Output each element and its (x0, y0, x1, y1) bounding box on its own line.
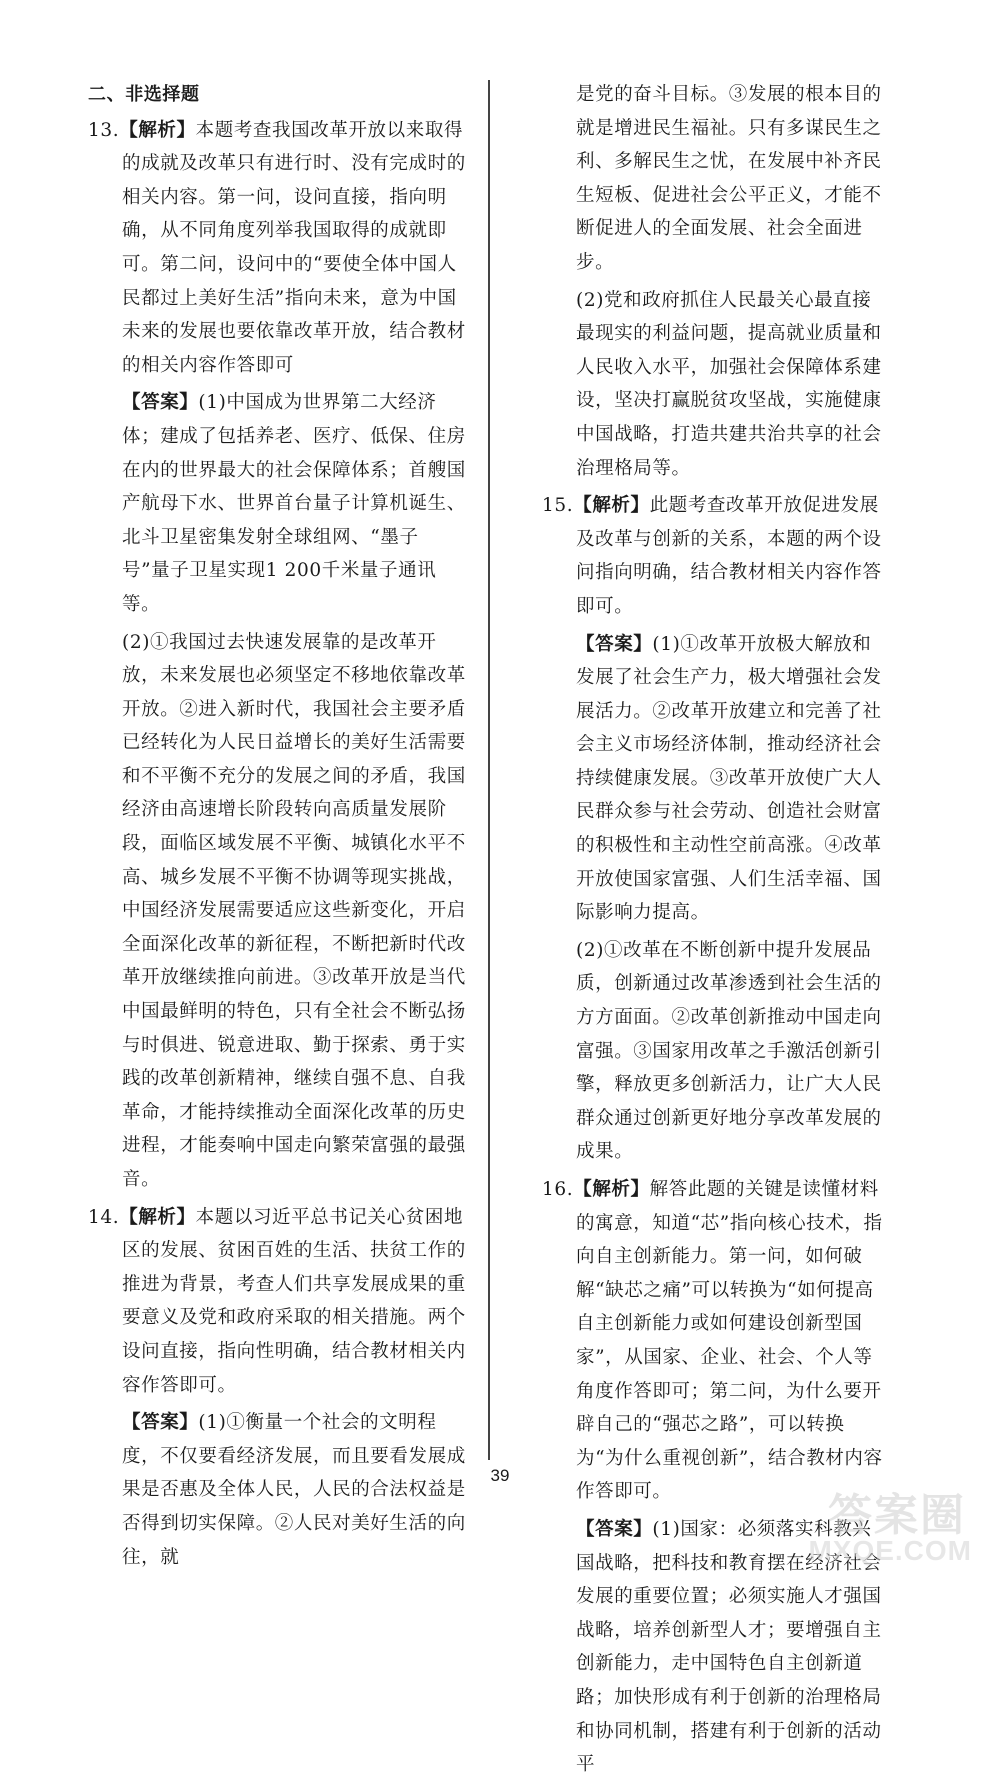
answer-label: 【答案】 (576, 1518, 653, 1540)
q15-answer-2: (2)①改革在不断创新中提升发展品质，创新通过改革渗透到社会生活的方方面面。②改革创新推动中国走向富强。③国家用改革之手激活创新引擎，释放更多创新活力，让广大人民群众通过创新更好地分享改革发展的成果。 (576, 939, 882, 1163)
q14-analysis: 14.【解析】本题以习近平总书记关心贫困地区的发展、贫困百姓的生活、扶贫工作的推进为背景，考查人们共享发展成果的重要意义及党和政府采取的相关措施。两个设问直接，指向性明确，结合教材相关内容作答即可。 (88, 1206, 466, 1396)
q16-number: 16. (542, 1179, 574, 1200)
q15-analysis: 15.【解析】此题考查改革开放促进发展及改革与创新的关系，本题的两个设问指向明确，结合教材相关内容作答即可。 (542, 495, 882, 617)
q13-analysis: 13.【解析】本题考查我国改革开放以来取得的成就及改革只有进行时、没有完成时的相关内容。第一问，设问直接，指向明确，从不同角度列举我国取得的成就即可。第二问，设问中的“要使全体中国人民都过上美好生活”指向未来，意为中国未来的发展也要依靠改革开放，结合教材的相关内容作答即可 (88, 119, 466, 376)
column-divider (488, 80, 490, 1460)
watermark-text-bottom: MXQE.COM (808, 1535, 972, 1566)
analysis-label: 【解析】 (119, 1206, 196, 1228)
q16-answer-1: 【答案】(1)国家：必须落实科教兴国战略，把科技和教育摆在经济社会发展的重要位置；必须实施人才强国战略，培养创新型人才；要增强自主创新能力，走中国特色自主创新道路；加快形成有利于创新的治理格局和协同机制，搭建有利于创新的活动平 (576, 1518, 882, 1776)
q14-number: 14. (88, 1206, 120, 1228)
answer-label: 【答案】 (576, 633, 653, 655)
section-title: 二、非选择题 (88, 84, 200, 105)
analysis-label: 【解析】 (119, 119, 196, 141)
q14-answer-1-cont: 是党的奋斗目标。③发展的根本目的就是增进民生福祉。只有多谋民生之利、多解民生之忧，在发展中补齐民生短板、促进社会公平正义，才能不断促进人的全面发展、社会全面进步。 (576, 84, 882, 273)
q16-analysis: 16.【解析】解答此题的关键是读懂材料的寓意，知道“芯”指向核心技术，指向自主创新能力。第一问，如何破解“缺芯之痛”可以转换为“如何提高自主创新能力或如何建设创新型国家”，从国家、企业、社会、个人等角度作答即可；第二问，为什么要开辟自己的“强芯之路”，可以转换为“为什么重视创新”，结合教材内容作答即可。 (542, 1179, 883, 1503)
q15-number: 15. (542, 495, 574, 517)
answer-label: 【答案】 (122, 392, 199, 414)
watermark-logo (732, 1479, 972, 1569)
q13-answer-1: 【答案】(1)中国成为世界第二大经济体；建成了包括养老、医疗、低保、住房在内的世界最大的社会保障体系；首艘国产航母下水、世界首台量子计算机诞生、北斗卫星密集发射全球组网、“墨子号”量子卫星实现1 200千米量子通讯等。 (122, 392, 466, 615)
q13-answer-2: (2)①我国过去快速发展靠的是改革开放，未来发展也必须坚定不移地依靠改革开放。②进入新时代，我国社会主要矛盾已经转化为人民日益增长的美好生活需要和不平衡不充分的发展之间的矛盾，我国经济由高速增长阶段转向高质量发展阶段，面临区域发展不平衡、城镇化水平不高、城乡发展不平衡不协调等现实挑战，中国经济发展需要适应这些新变化，开启全面深化改革的新征程，不断把新时代改革开放继续推向前进。③改革开放是当代中国最鲜明的特色，只有全社会不断弘扬与时俱进、锐意进取、勤于探索、勇于实践的改革创新精神，继续自强不息、自我革命，才能持续推动全面深化改革的历史进程，才能奏响中国走向繁荣富强的最强音。 (122, 631, 466, 1190)
analysis-label: 【解析】 (573, 495, 650, 517)
q14-answer-1: 【答案】(1)①衡量一个社会的文明程度，不仅要看经济发展，而且要看发展成果是否惠及全体人民，人民的合法权益是否得到切实保障。②人民对美好生活的向往，就 (122, 1412, 466, 1568)
left-column (88, 78, 466, 1578)
q15-answer-1: 【答案】(1)①改革开放极大解放和发展了社会生产力，极大增强社会发展活力。②改革开放建立和完善了社会主义市场经济体制，推动经济社会持续健康发展。③改革开放使广大人民群众参与社会劳动、创造社会财富的积极性和主动性空前高涨。④改革开放使国家富强、人们生活幸福、国际影响力提高。 (576, 633, 882, 924)
q14-answer-2: (2)党和政府抓住人民最关心最直接最现实的利益问题，提高就业质量和人民收入水平，加强社会保障体系建设，坚决打赢脱贫攻坚战，实施健康中国战略，打造共建共治共享的社会治理格局等。 (576, 289, 882, 479)
q13-number: 13. (88, 119, 120, 141)
page-number: 39 (490, 1466, 510, 1485)
answer-label: 【答案】 (122, 1412, 199, 1434)
watermark-text-top: 答案圈 (828, 1490, 966, 1541)
analysis-label: 【解析】 (573, 1179, 650, 1200)
